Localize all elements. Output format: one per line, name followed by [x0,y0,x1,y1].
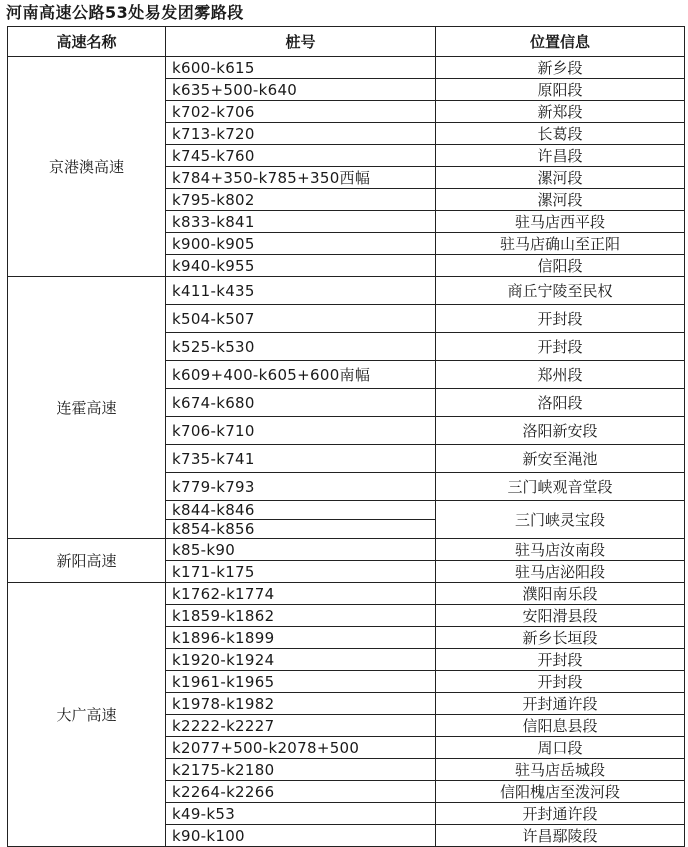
stake-number-cell: k2175-k2180 [166,759,436,781]
location-cell: 驻马店汝南段 [436,539,685,561]
stake-number-cell: k85-k90 [166,539,436,561]
stake-number-cell: k1896-k1899 [166,627,436,649]
stake-number-cell: k1961-k1965 [166,671,436,693]
stake-number-cell: k635+500-k640 [166,79,436,101]
fog-road-table [7,26,685,847]
stake-number-cell: k2222-k2227 [166,715,436,737]
stake-number-cell: k940-k955 [166,255,436,277]
location-cell: 新郑段 [436,101,685,123]
document-title: 河南高速公路53处易发团雾路段 [6,3,244,22]
location-cell: 新乡段 [436,57,685,79]
location-cell: 许昌鄢陵段 [436,825,685,847]
highway-name-cell: 大广高速 [8,583,166,847]
table-body [8,57,685,847]
location-cell: 开封段 [436,333,685,361]
stake-number-cell: k706-k710 [166,417,436,445]
header-location-info: 位置信息 [436,27,685,57]
stake-number-cell: k90-k100 [166,825,436,847]
location-cell: 周口段 [436,737,685,759]
location-cell: 三门峡灵宝段 [436,501,685,539]
stake-number-cell: k600-k615 [166,57,436,79]
location-cell: 驻马店西平段 [436,211,685,233]
stake-number-cell: k1859-k1862 [166,605,436,627]
location-cell: 信阳段 [436,255,685,277]
location-cell: 原阳段 [436,79,685,101]
table-row [8,277,685,305]
location-cell: 安阳滑县段 [436,605,685,627]
table-header-row [8,27,685,57]
stake-number-cell: k49-k53 [166,803,436,825]
location-cell: 驻马店泌阳段 [436,561,685,583]
location-cell: 郑州段 [436,361,685,389]
stake-number-cell: k2264-k2266 [166,781,436,803]
location-cell: 商丘宁陵至民权 [436,277,685,305]
highway-name-cell: 新阳高速 [8,539,166,583]
stake-number-cell: k833-k841 [166,211,436,233]
location-cell: 新安至渑池 [436,445,685,473]
table-row [8,583,685,605]
location-cell: 开封段 [436,649,685,671]
stake-number-cell: k784+350-k785+350西幅 [166,167,436,189]
location-cell: 新乡长垣段 [436,627,685,649]
location-cell: 漯河段 [436,189,685,211]
highway-name-cell: 京港澳高速 [8,57,166,277]
stake-number-cell: k411-k435 [166,277,436,305]
stake-number-cell: k713-k720 [166,123,436,145]
location-cell: 开封通许段 [436,803,685,825]
location-cell: 三门峡观音堂段 [436,473,685,501]
location-cell: 开封段 [436,671,685,693]
stake-number-cell: k745-k760 [166,145,436,167]
stake-number-cell: k735-k741 [166,445,436,473]
location-cell: 濮阳南乐段 [436,583,685,605]
stake-number-cell: k525-k530 [166,333,436,361]
stake-number-cell: k779-k793 [166,473,436,501]
stake-number-cell: k609+400-k605+600南幅 [166,361,436,389]
location-cell: 驻马店确山至正阳 [436,233,685,255]
stake-number-cell: k1978-k1982 [166,693,436,715]
header-highway-name: 高速名称 [8,27,166,57]
header-stake-number: 桩号 [166,27,436,57]
stake-number-cell: k795-k802 [166,189,436,211]
stake-number-cell: k504-k507 [166,305,436,333]
table-row [8,57,685,79]
stake-number-cell: k702-k706 [166,101,436,123]
location-cell: 开封通许段 [436,693,685,715]
table-row [8,539,685,561]
location-cell: 洛阳段 [436,389,685,417]
location-cell: 开封段 [436,305,685,333]
location-cell: 驻马店岳城段 [436,759,685,781]
location-cell: 信阳槐店至泼河段 [436,781,685,803]
stake-number-cell: k2077+500-k2078+500 [166,737,436,759]
location-cell: 许昌段 [436,145,685,167]
location-cell: 信阳息县段 [436,715,685,737]
stake-number-cell: k844-k846 [166,501,436,520]
highway-name-cell: 连霍高速 [8,277,166,539]
stake-number-cell: k1762-k1774 [166,583,436,605]
stake-number-cell: k171-k175 [166,561,436,583]
location-cell: 洛阳新安段 [436,417,685,445]
location-cell: 长葛段 [436,123,685,145]
stake-number-cell: k674-k680 [166,389,436,417]
stake-number-cell: k1920-k1924 [166,649,436,671]
location-cell: 漯河段 [436,167,685,189]
stake-number-cell: k854-k856 [166,520,436,539]
stake-number-cell: k900-k905 [166,233,436,255]
